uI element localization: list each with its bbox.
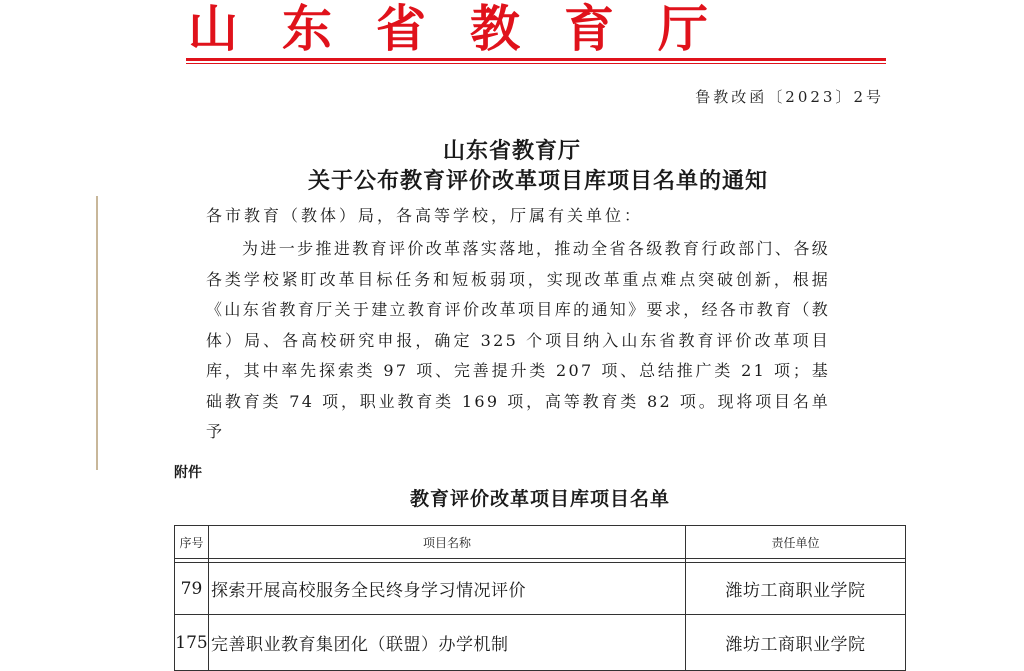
letterhead-title: 山东省教育厅	[188, 0, 752, 58]
column-header-project-name: 项目名称	[209, 526, 686, 559]
notice-body: 为进一步推进教育评价改革落实落地，推动全省各级教育行政部门、各级各类学校紧盯改革目标任务和短板弱项，实现改革重点难点突破创新，根据《山东省教育厅关于建立教育评价改革项目库的通知》要求，经各市教育（教体）局、各高校研究申报，确定 325 个项目纳入山东省教育评价改革项目库，其中率先探索类 97 项、完善提升类 207 项、总结推广类 21 项；基础教育类 74 项，职业教育类 169 项，高等教育类 82 项。现将项目名单予	[206, 239, 830, 441]
document-number: 鲁教改函〔2023〕2号	[695, 88, 884, 106]
project-table	[174, 525, 906, 671]
notice-issuer: 山东省教育厅	[442, 138, 581, 164]
row-responsible-unit: 潍坊工商职业学院	[686, 615, 906, 671]
column-header-number: 序号	[175, 526, 209, 559]
row-project-name: 探索开展高校服务全民终身学习情况评价	[209, 563, 686, 615]
table-row	[175, 563, 906, 615]
column-header-responsible-unit: 责任单位	[686, 526, 906, 559]
row-number: 79	[175, 563, 209, 615]
notice-title: 关于公布教育评价改革项目库项目名单的通知	[307, 168, 768, 194]
margin-line	[96, 196, 98, 470]
table-row	[175, 615, 906, 671]
row-project-name: 完善职业教育集团化（联盟）办学机制	[209, 615, 686, 671]
row-responsible-unit: 潍坊工商职业学院	[686, 563, 906, 615]
letterhead-rule-thick	[186, 58, 886, 61]
list-title: 教育评价改革项目库项目名单	[409, 488, 670, 510]
row-number: 175	[175, 615, 209, 671]
table-header-row	[175, 526, 906, 559]
attachment-label: 附件	[174, 465, 202, 481]
salutation: 各市教育（教体）局，各高等学校，厅属有关单位：	[206, 206, 644, 225]
letterhead-rule-thin	[186, 63, 886, 64]
